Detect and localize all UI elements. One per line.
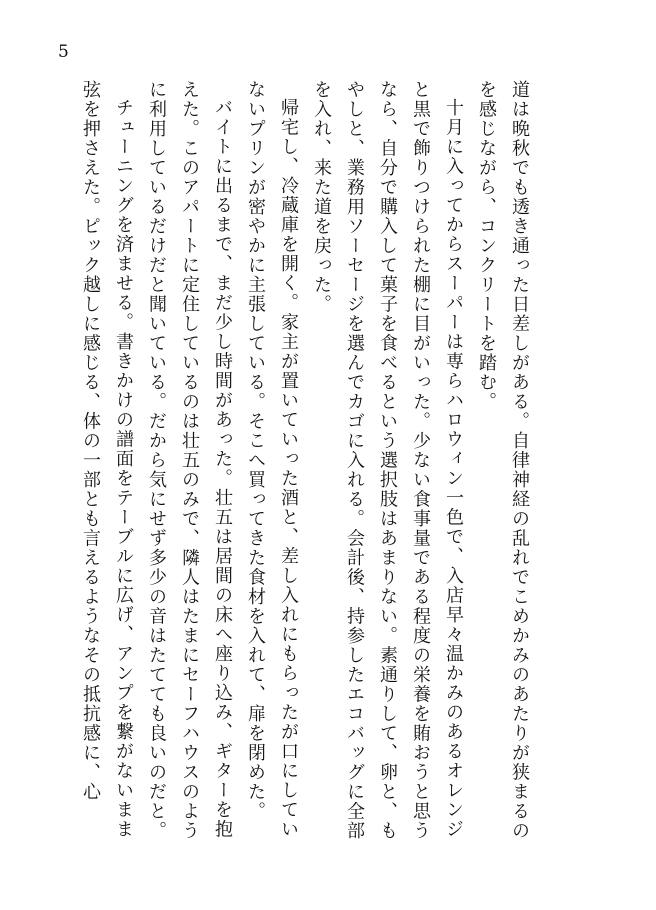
paragraph: 帰宅し、冷蔵庫を開く。家主が置いていった酒と、差し入れにもらったが口にしていないプリンが密やかに主張している。そこへ買ってきた食材を入れて、扉を閉めた。 — [245, 80, 299, 839]
body-text — [74, 80, 536, 850]
paragraph: チューニングを済ませる。書きかけの譜面をテーブルに広げ、アンプを繋がないまま弦を押さえた。ピック越しに感じる、体の一部とも言えるようなその抵抗感に、心 — [80, 80, 134, 839]
page-number: 5 — [58, 42, 69, 62]
paragraph: 道は晩秋でも透き通った日差しがある。自律神経の乱れでこめかみのあたりが狭まるのを感じながら、コンクリートを踏む。 — [476, 80, 530, 841]
paragraph: 十月に入ってからスーパーは専らハロウィン一色で、入店早々温かみのあるオレンジと黒で飾りつけられた棚に目がいった。少ない食事量である程度の栄養を賄おうと思うなら、自分で購入して菓子を食べるという選択肢はあまりない。素通りして、卵と、もやしと、業務用ソーセージを選んでカゴに入れる。会計後、持参したエコバッグに全部を入れ、来た道を戻った。 — [311, 80, 464, 841]
paragraph: バイトに出るまで、まだ少し時間があった。壮五は居間の床へ座り込み、ギターを抱えた。このアパートに定住しているのは壮五のみで、隣人はたまにセーフハウスのように利用しているだけだと聞いている。だから気にせず多少の音はたてても良いのだと。 — [146, 80, 233, 841]
